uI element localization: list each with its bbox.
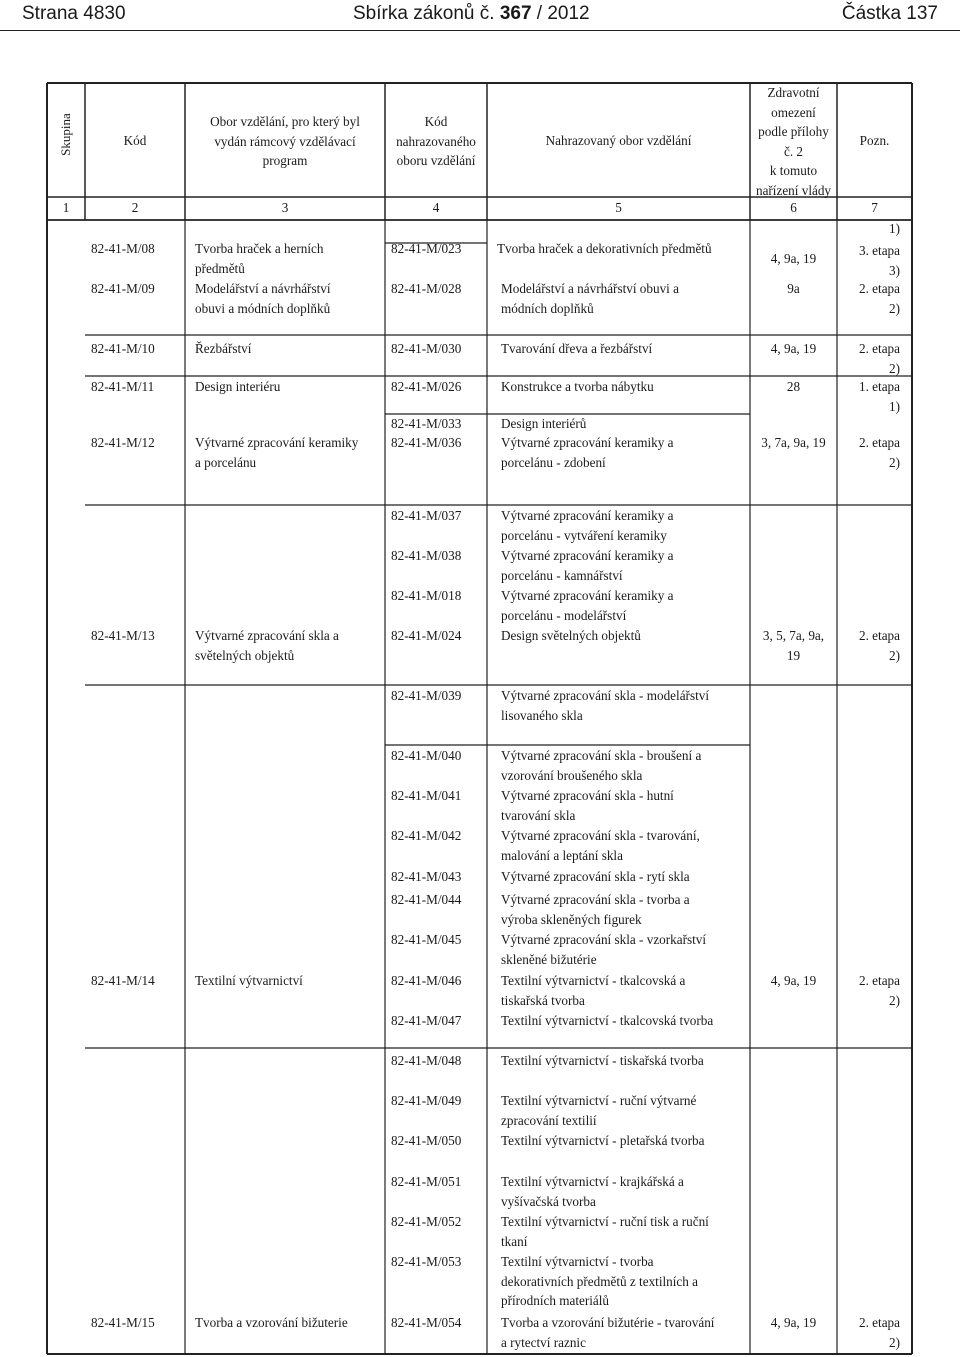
replaced-nazev: skleněné bižutérie [501,951,597,967]
replaced-kod: 82-41-M/033 [391,416,462,431]
replaced-nazev: Textilní výtvarnictví - krajkářská a [501,1174,684,1189]
replaced-kod: 82-41-M/050 [391,1133,462,1148]
replaced-kod: 82-41-M/036 [391,435,462,450]
replaced-kod: 82-41-M/039 [391,688,462,703]
replaced-nazev: porcelánu - vytváření keramiky [501,527,667,543]
row-pozn: 3) [889,262,900,278]
row-pozn: 2. etapa [858,1315,900,1330]
row-pozn: 2) [889,360,900,376]
row-pozn: 2. etapa [858,628,900,643]
replaced-nazev: Modelářství a návrhářství obuvi a [501,281,679,296]
replaced-nazev: módních doplňků [501,300,594,316]
replaced-kod: 82-41-M/024 [391,628,462,643]
row-zdrav: 4, 9a, 19 [770,251,817,266]
row-kod: 82-41-M/10 [91,341,155,356]
replaced-kod: 82-41-M/051 [391,1174,462,1189]
row-pozn: 3. etapa [858,243,900,258]
replaced-nazev: Konstrukce a tvorba nábytku [501,379,654,394]
replaced-nazev: Textilní výtvarnictví - tkalcovská a [501,973,686,988]
header-obor: Obor vzdělání, pro který byl [210,114,360,129]
header-kod-nahr: nahrazovaného [396,133,476,149]
replaced-kod: 82-41-M/054 [391,1315,462,1330]
replaced-kod: 82-41-M/026 [391,379,462,394]
replaced-nazev: vyšívačská tvorba [501,1193,596,1209]
replaced-nazev: Tvorba a vzorování bižutérie - tvarování [501,1315,715,1330]
row-pozn: 2) [889,647,900,663]
replaced-nazev: Textilní výtvarnictví - ruční výtvarné [501,1093,697,1108]
collection-label: Sbírka zákonů č. [353,3,495,24]
row-pozn: 2. etapa [858,281,900,296]
row-obor: Textilní výtvarnictví [195,973,303,988]
row-obor: obuvi a módních doplňků [195,300,331,316]
header-kod: Kód [123,133,147,148]
row-obor: Výtvarné zpracování skla a [195,628,339,643]
row-pozn: 2. etapa [858,973,900,988]
row-pozn: 2) [889,300,900,316]
row-pozn: 1) [889,398,900,414]
row-pozn: 2) [889,454,900,470]
replaced-kod: 82-41-M/041 [391,788,462,803]
replaced-kod: 82-41-M/023 [391,241,462,256]
row-obor: Tvorba hraček a herních [195,241,324,256]
row-zdrav: 28 [786,379,801,394]
replaced-nazev: Výtvarné zpracování skla - tvorba a [501,892,690,907]
replaced-nazev: výroba skleněných figurek [501,911,642,927]
column-number: 5 [615,200,622,215]
replaced-nazev: tiskařská tvorba [501,992,585,1008]
replaced-nazev: Textilní výtvarnictví - tvorba [501,1254,654,1269]
replaced-nazev: Design interiérů [501,416,587,431]
row-obor: Tvorba a vzorování bižuterie [195,1315,348,1330]
replaced-nazev: tkaní [501,1233,528,1249]
replaced-nazev: Textilní výtvarnictví - tiskařská tvorba [501,1053,704,1068]
header-zdrav: podle přílohy [758,124,829,139]
replaced-nazev: porcelánu - zdobení [501,454,606,470]
law-number: 367 [499,3,532,24]
replaced-nazev: Výtvarné zpracování skla - modelářství [501,688,709,703]
replaced-nazev: Výtvarné zpracování keramiky a [501,508,674,523]
replaced-kod: 82-41-M/043 [391,869,462,884]
replaced-nazev: Výtvarné zpracování skla - broušení a [501,748,702,763]
replaced-nazev: Výtvarné zpracování keramiky a [501,435,674,450]
replaced-nazev: vzorování broušeného skla [501,767,643,783]
replaced-nazev: Textilní výtvarnictví - pletařská tvorba [501,1133,705,1148]
row-zdrav: 9a [787,281,800,296]
header-obor: vydán rámcový vzdělávací [214,133,356,149]
header-pozn: Pozn. [859,133,890,148]
row-zdrav: 3, 5, 7a, 9a, [762,628,825,643]
row-kod: 82-41-M/15 [91,1315,155,1330]
replaced-nazev: a rytectví raznic [501,1334,586,1350]
row-zdrav: 4, 9a, 19 [770,341,817,356]
replaced-kod: 82-41-M/052 [391,1214,462,1229]
row-obor: Řezbářství [195,341,252,356]
row-kod: 82-41-M/08 [91,241,155,256]
replaced-kod: 82-41-M/042 [391,828,462,843]
replaced-kod: 82-41-M/040 [391,748,462,763]
replaced-nazev: Textilní výtvarnictví - tkalcovská tvorba [501,1013,714,1028]
row-pozn: 1. etapa [858,379,900,394]
replaced-nazev: porcelánu - kamnářství [501,567,623,583]
row-obor: světelných objektů [195,647,295,663]
header-zdrav: k tomuto [769,163,818,178]
part-number: Částka 137 [841,3,938,24]
replaced-nazev: lisovaného skla [501,707,583,723]
replaced-kod: 82-41-M/045 [391,932,462,947]
column-number: 1 [62,200,70,215]
replaced-kod: 82-41-M/044 [391,892,462,907]
replaced-kod: 82-41-M/048 [391,1053,462,1068]
row-pozn: 2. etapa [858,435,900,450]
row-obor: předmětů [195,260,245,276]
replaced-nazev: Design světelných objektů [501,628,641,643]
row-kod: 82-41-M/14 [91,973,155,988]
replaced-kod: 82-41-M/038 [391,548,462,563]
header-zdrav: omezení [771,104,816,120]
row-kod: 82-41-M/09 [91,281,155,296]
replaced-nazev: dekorativních předmětů z textilních a [501,1273,699,1289]
replaced-kod: 82-41-M/049 [391,1093,462,1108]
replaced-kod: 82-41-M/047 [391,1013,462,1028]
header-kod-nahr: oboru vzdělání [396,153,476,168]
top-note: 1) [889,221,900,236]
header-obor: program [262,153,308,168]
row-obor: Modelářství a návrhářství [195,281,331,296]
replaced-nazev: Výtvarné zpracování keramiky a [501,548,674,563]
replaced-kod: 82-41-M/053 [391,1254,462,1269]
row-obor: a porcelánu [195,454,257,470]
column-number: 2 [131,200,139,215]
replaced-nazev: tvarování skla [501,807,576,823]
row-kod: 82-41-M/13 [91,628,155,643]
header-nahr-obor: Nahrazovaný obor vzdělání [545,133,692,148]
replaced-nazev: malování a leptání skla [501,847,623,863]
row-kod: 82-41-M/12 [91,435,155,450]
row-zdrav: 3, 7a, 9a, 19 [761,435,826,450]
replaced-nazev: zpracování textilií [501,1112,597,1128]
row-zdrav: 4, 9a, 19 [770,973,817,988]
replaced-kod: 82-41-M/028 [391,281,462,296]
replaced-nazev: Výtvarné zpracování skla - rytí skla [501,869,690,884]
replaced-kod: 82-41-M/037 [391,508,462,523]
replaced-nazev: Tvarování dřeva a řezbářství [501,341,653,356]
page-number: Strana 4830 [22,3,126,24]
row-obor: Výtvarné zpracování keramiky [195,435,359,450]
replaced-kod: 82-41-M/030 [391,341,462,356]
replaced-nazev: Textilní výtvarnictví - ruční tisk a ruční [501,1214,709,1229]
header-zdrav: nařízení vlády [755,182,832,198]
row-zdrav: 19 [786,647,801,663]
replaced-kod: 82-41-M/018 [391,588,462,603]
law-year: / 2012 [536,3,590,24]
column-number: 3 [281,200,289,215]
header-skupina: Skupina [58,113,73,156]
header-zdrav: Zdravotní [767,85,820,100]
replaced-nazev: porcelánu - modelářství [501,607,627,623]
replaced-nazev: Tvorba hraček a dekorativních předmětů [497,241,712,256]
replaced-kod: 82-41-M/046 [391,973,462,988]
replaced-nazev: Výtvarné zpracování skla - hutní [501,788,674,803]
column-number: 6 [790,200,797,215]
header-kod-nahr: Kód [424,114,448,129]
column-number: 7 [871,200,878,215]
header-zdrav: č. 2 [783,143,804,159]
replaced-nazev: Výtvarné zpracování skla - tvarování, [501,828,700,843]
replaced-nazev: Výtvarné zpracování keramiky a [501,588,674,603]
row-pozn: 2) [889,1334,900,1350]
row-obor: Design interiéru [195,379,281,394]
row-zdrav: 4, 9a, 19 [770,1315,817,1330]
replaced-nazev: Výtvarné zpracování skla - vzorkařství [501,932,707,947]
row-pozn: 2) [889,992,900,1008]
column-number: 4 [432,200,440,215]
row-kod: 82-41-M/11 [91,379,155,394]
row-pozn: 2. etapa [858,341,900,356]
replaced-nazev: přírodních materiálů [501,1293,610,1308]
